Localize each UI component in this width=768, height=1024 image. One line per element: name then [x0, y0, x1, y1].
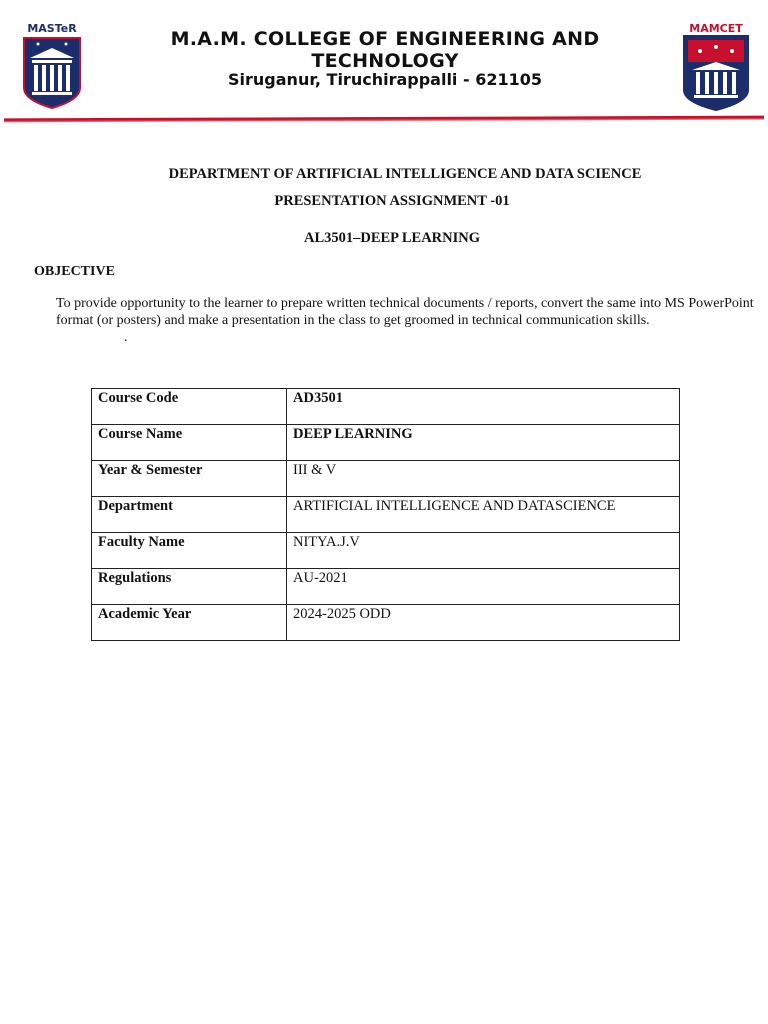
letterhead — [0, 0, 768, 124]
mamcet-logo-text: MAMCET — [689, 22, 743, 35]
table-row — [92, 533, 680, 569]
row-value: III & V — [287, 461, 680, 497]
objective-heading: OBJECTIVE — [34, 264, 115, 279]
table-row — [92, 425, 680, 461]
header-divider — [4, 116, 764, 123]
row-value: NITYA.J.V — [287, 533, 680, 569]
row-label: Department — [92, 497, 287, 533]
course-title: AL3501–DEEP LEARNING — [303, 230, 481, 246]
objective-text: To provide opportunity to the learner to prepare written technical documents / reports, convert the same into MS PowerPoint format (or posters) and make a presentation in the class to get groomed in technical communication skills. — [56, 296, 754, 328]
row-label: Faculty Name — [92, 533, 287, 569]
master-logo — [20, 20, 84, 110]
department-title: DEPARTMENT OF ARTIFICIAL INTELLIGENCE AND DATA SCIENCE — [168, 166, 642, 182]
table-row — [92, 497, 680, 533]
row-value: 2024-2025 ODD — [287, 605, 680, 641]
table-row — [92, 605, 680, 641]
table-row — [92, 461, 680, 497]
row-label: Regulations — [92, 569, 287, 605]
assignment-title: PRESENTATION ASSIGNMENT -01 — [274, 193, 510, 209]
stray-dot: . — [124, 330, 128, 345]
row-label: Academic Year — [92, 605, 287, 641]
row-label: Course Name — [92, 425, 287, 461]
table-row — [92, 389, 680, 425]
master-logo-text: MASTeR — [27, 22, 77, 35]
mamcet-logo — [680, 20, 752, 112]
table-row — [92, 569, 680, 605]
row-value: DEEP LEARNING — [287, 425, 680, 461]
row-value: AD3501 — [287, 389, 680, 425]
row-value: ARTIFICIAL INTELLIGENCE AND DATASCIENCE — [287, 497, 680, 533]
course-info-table — [91, 388, 680, 641]
row-label: Course Code — [92, 389, 287, 425]
college-address: Siruganur, Tiruchirappalli - 621105 — [228, 70, 542, 89]
row-value: AU-2021 — [287, 569, 680, 605]
college-name: M.A.M. COLLEGE OF ENGINEERING AND TECHNOLOGY — [170, 28, 600, 72]
row-label: Year & Semester — [92, 461, 287, 497]
